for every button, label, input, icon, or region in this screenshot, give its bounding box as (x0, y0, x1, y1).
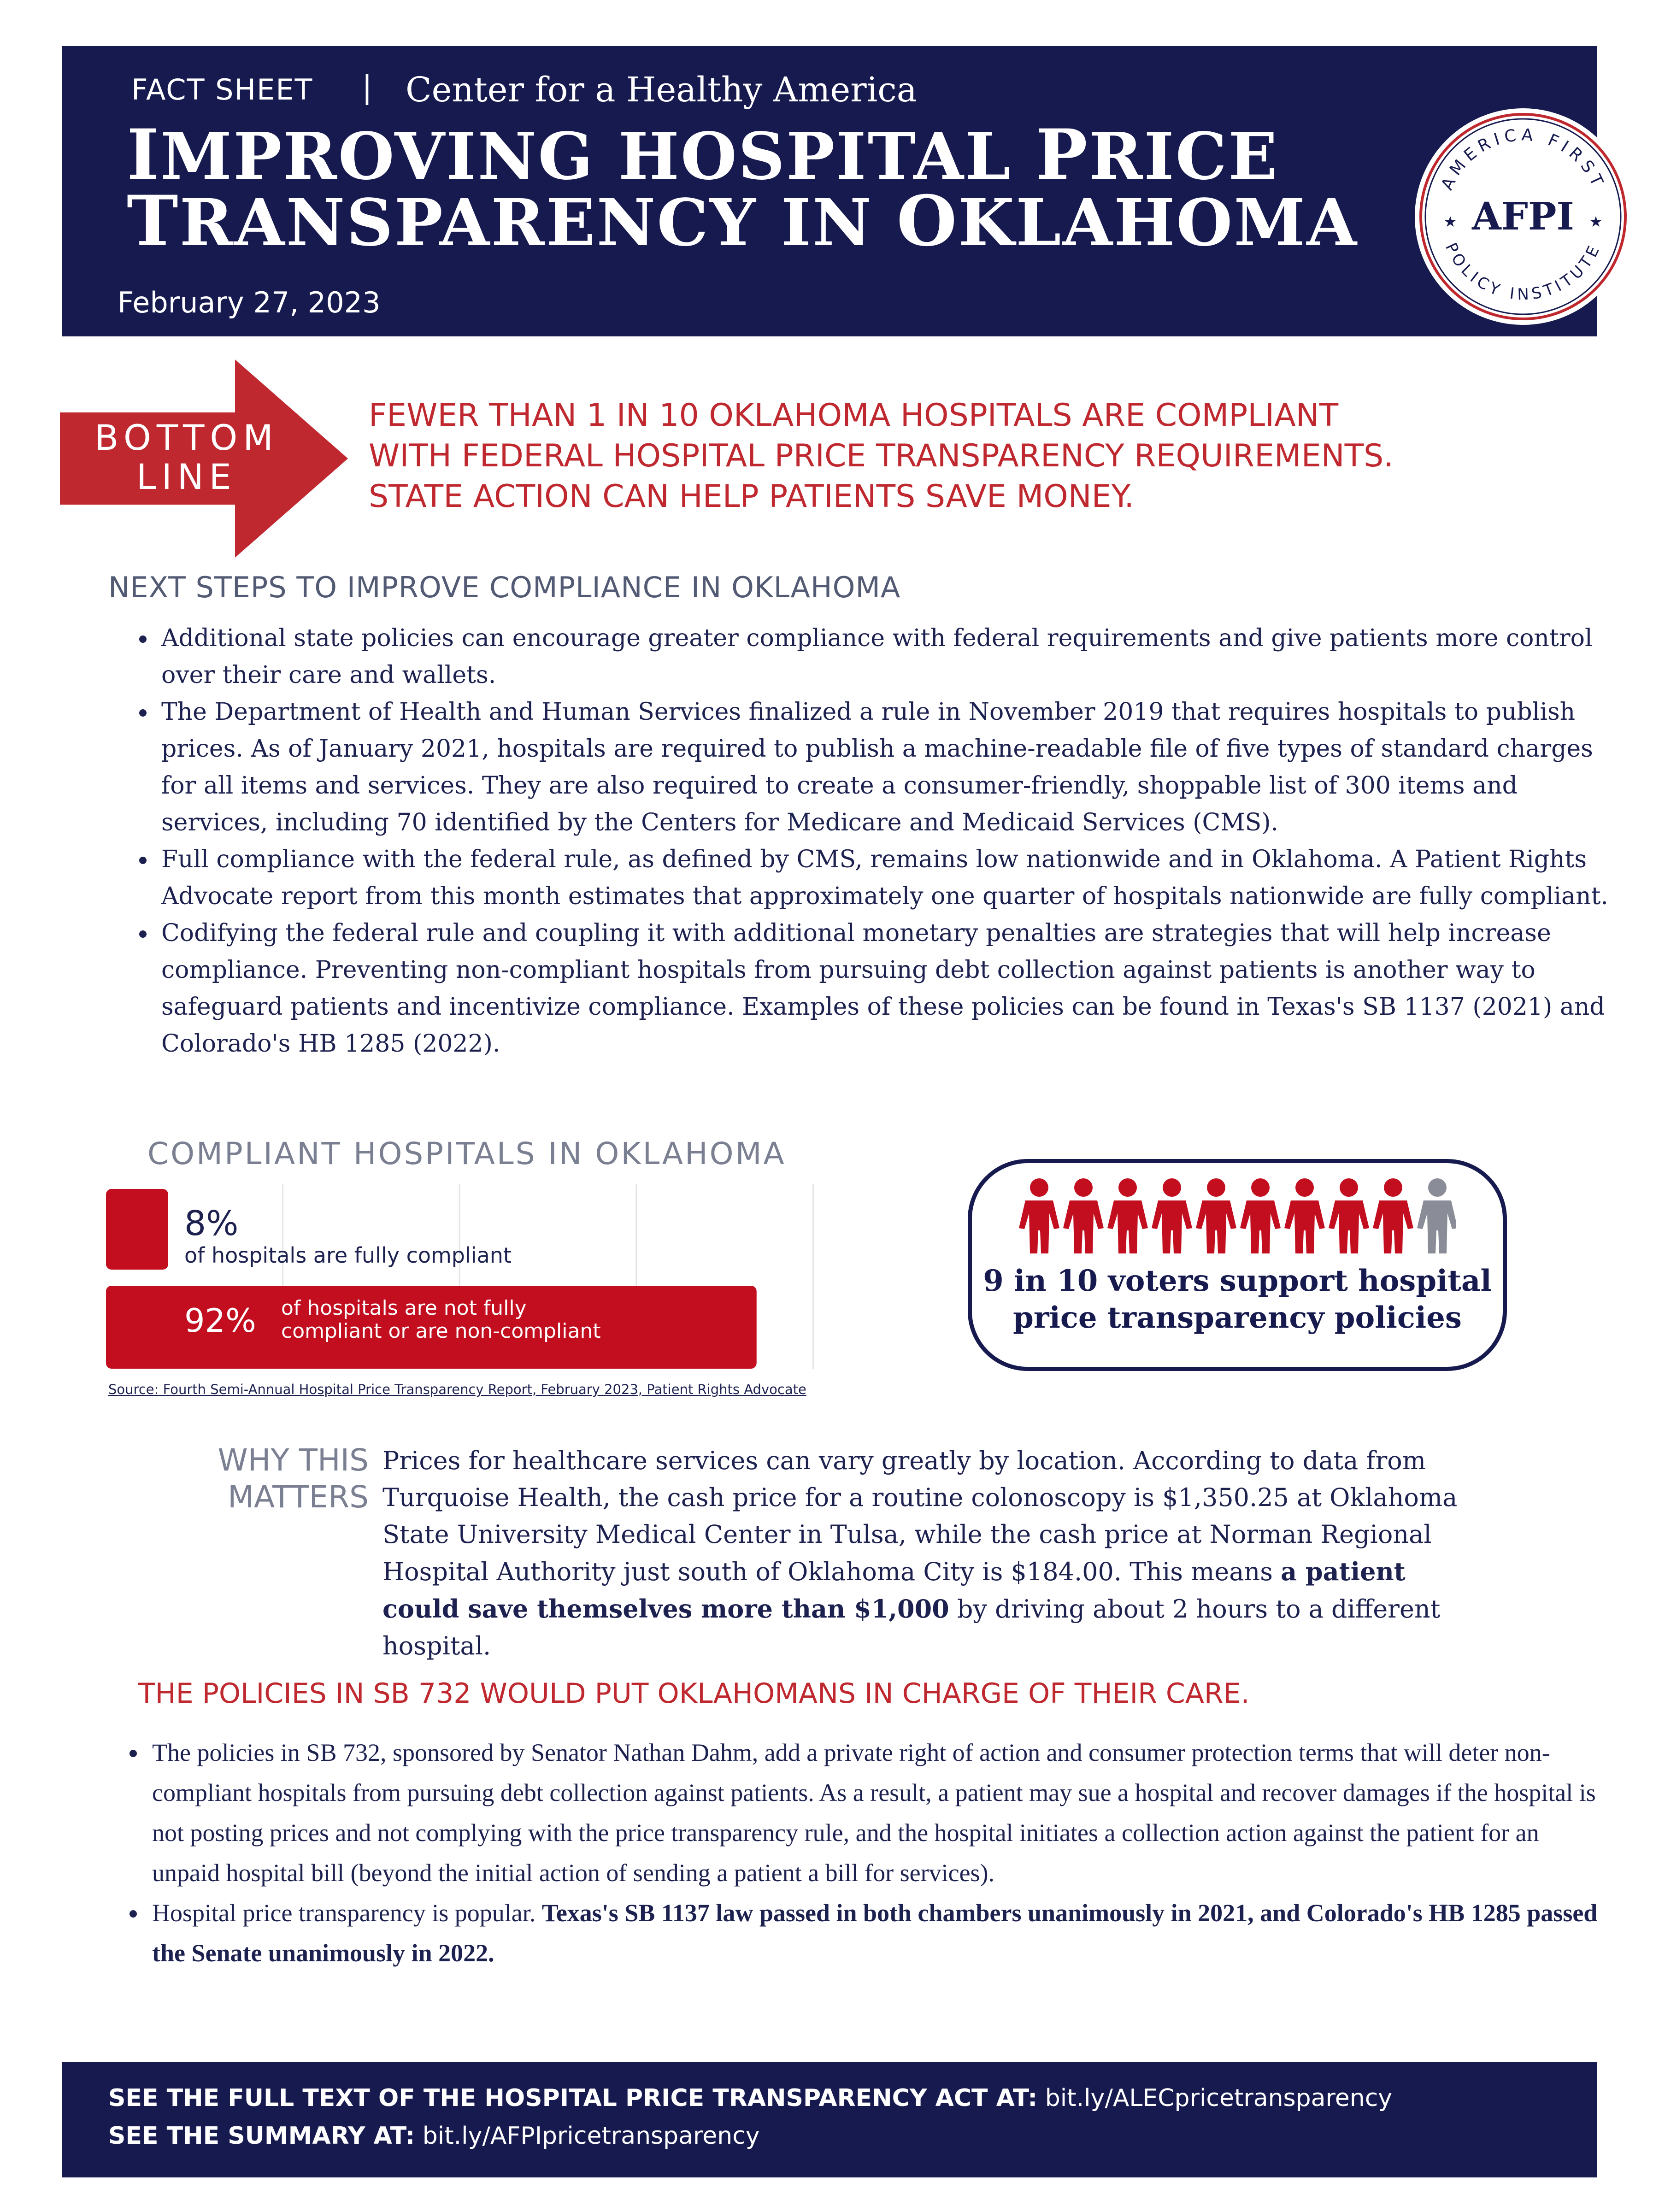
person-other-icon (1417, 1178, 1456, 1253)
person-support-icon (1284, 1178, 1325, 1253)
category-label-fully-compliant: of hospitals are fully compliant (184, 1243, 512, 1268)
bottom-line-text-3: STATE ACTION CAN HELP PATIENTS SAVE MONEY. (369, 478, 1134, 515)
person-support-icon (1196, 1178, 1236, 1253)
bottom-line-text-2: WITH FEDERAL HOSPITAL PRICE TRANSPARENCY REQUIREMENTS. (369, 438, 1394, 474)
why-label-1: WHY THIS (218, 1442, 369, 1478)
bar-fully-compliant (106, 1189, 168, 1270)
bottom-line-text-1: FEWER THAN 1 IN 10 OKLAHOMA HOSPITALS ARE COMPLIANT (369, 397, 1339, 434)
why-paragraph: Prices for healthcare services can vary greatly by location. According to data from Turquoise Health, the cash price for a routine colonoscopy is $1,350.25 at Oklahoma State University Medical Center in Tulsa, while the cash price at Norman Regional Hospital Authority just south of Oklahoma City is $184.00. This means a patient could save themselves more than $1,000 by driving about 2 hours to a different hospital. (382, 1446, 1458, 1660)
footer-line-2: SEE THE SUMMARY AT: bit.ly/AFPIpricetransparency (108, 2122, 760, 2150)
value-label-not-compliant: 92% (184, 1302, 256, 1340)
chart-title: COMPLIANT HOSPITALS IN OKLAHOMA (147, 1136, 786, 1171)
policies-heading: THE POLICIES IN SB 732 WOULD PUT OKLAHOMANS IN CHARGE OF THEIR CARE. (138, 1677, 1250, 1710)
list-item: • Full compliance with the federal rule, as defined by CMS, remains low nationwide and in Oklahoma. A Patient Rights Advocate report from this month estimates that approximately one quarter of hospitals nationwide are fully compliant. (157, 841, 1608, 915)
fact-sheet-label: FACT SHEET (131, 73, 313, 106)
list-item: • The policies in SB 732, sponsored by Senator Nathan Dahm, add a private right of action and consumer protection terms that will deter non-compliant hospitals from pursuing debt collection against patients. As a result, a patient may sue a hospital and recover damages if the hospital is not posting prices and not complying with the price transparency rule, and the hospital initiates a collection action against the patient for an unpaid hospital bill (beyond the initial action of sending a patient a bill for services). (147, 1733, 1604, 1893)
chart-source: Source: Fourth Semi-Annual Hospital Price Transparency Report, February 2023, Patient Rights Advocate (108, 1382, 806, 1397)
voters-text (972, 1263, 1502, 1336)
footer-banner (62, 2062, 1597, 2177)
list-item: • The Department of Health and Human Services finalized a rule in November 2019 that requires hospitals to publish prices. As of January 2021, hospitals are required to publish a machine-readable file of five types of standard charges for all items and services. They are also required to create a consumer-friendly, shoppable list of 300 items and services, including 70 identified by the Centers for Medicare and Medicaid Services (CMS). (157, 694, 1608, 841)
page-title-line1: IMPROVING HOSPITAL PRICE (127, 114, 1279, 195)
page-title-line2: TRANSPARENCY IN OKLAHOMA (127, 181, 1358, 262)
center-name: Center for a Healthy America (406, 70, 917, 110)
afpi-logo (1408, 101, 1638, 332)
logo-ring-bottom: POLICY INSTITUTE (1441, 240, 1605, 304)
logo-star-right-icon: ★ (1589, 213, 1603, 230)
bottom-line-label-1: BOTTOM (94, 417, 279, 458)
bottom-line-label-2: LINE (136, 456, 237, 497)
person-support-icon (1019, 1178, 1059, 1253)
header-separator: | (362, 69, 372, 106)
logo-ring-top: AMERICA FIRST (1437, 125, 1609, 193)
logo-star-left-icon: ★ (1443, 213, 1457, 230)
policies-list (120, 1733, 1604, 1973)
voters-text-line1: 9 in 10 voters support hospital (983, 1264, 1492, 1298)
person-support-icon (1107, 1178, 1148, 1253)
list-item: • Codifying the federal rule and coupling it with additional monetary penalties are strategies that will help increase compliance. Preventing non-compliant hospitals from pursuing debt collection against patients is another way to safeguard patients and incentivize compliance. Examples of these policies can be found in Texas's SB 1137 (2021) and Colorado's HB 1285 (2022). (157, 915, 1608, 1062)
person-support-icon (1152, 1178, 1192, 1253)
person-support-icon (1063, 1178, 1104, 1253)
why-label-2: MATTERS (228, 1479, 369, 1515)
publication-date: February 27, 2023 (118, 286, 381, 319)
header-banner (62, 46, 1609, 336)
category-label-not-compliant-2: compliant or are non-compliant (281, 1319, 601, 1343)
voters-text-line2: price transparency policies (1013, 1300, 1462, 1335)
category-label-not-compliant-1: of hospitals are not fully (281, 1296, 527, 1320)
value-label-fully-compliant: 8% (184, 1204, 239, 1243)
next-steps-list (129, 620, 1608, 1062)
summary-link[interactable]: bit.ly/AFPIpricetransparency (422, 2122, 760, 2150)
why-highlight: a patient could save themselves more than $1,000 (382, 1557, 1406, 1624)
person-support-icon (1373, 1178, 1413, 1253)
logo-abbr: AFPI (1472, 194, 1574, 239)
list-item: • Hospital price transparency is popular. Texas's SB 1137 law passed in both chambers unanimously in 2021, and Colorado's HB 1285 passed the Senate unanimously in 2022. (147, 1893, 1604, 1973)
next-steps-heading: NEXT STEPS TO IMPROVE COMPLIANCE IN OKLAHOMA (108, 571, 901, 604)
person-support-icon (1240, 1178, 1281, 1253)
full-text-link[interactable]: bit.ly/ALECpricetransparency (1045, 2084, 1393, 2112)
people-icon-row (1018, 1177, 1456, 1256)
person-support-icon (1329, 1178, 1369, 1253)
compliance-bar-chart (92, 1184, 876, 1378)
list-item: • Additional state policies can encourage greater compliance with federal requirements and give patients more control over their care and wallets. (157, 620, 1608, 694)
footer-line-1: SEE THE FULL TEXT OF THE HOSPITAL PRICE TRANSPARENCY ACT AT: bit.ly/ALECpricetransparency (108, 2084, 1393, 2112)
